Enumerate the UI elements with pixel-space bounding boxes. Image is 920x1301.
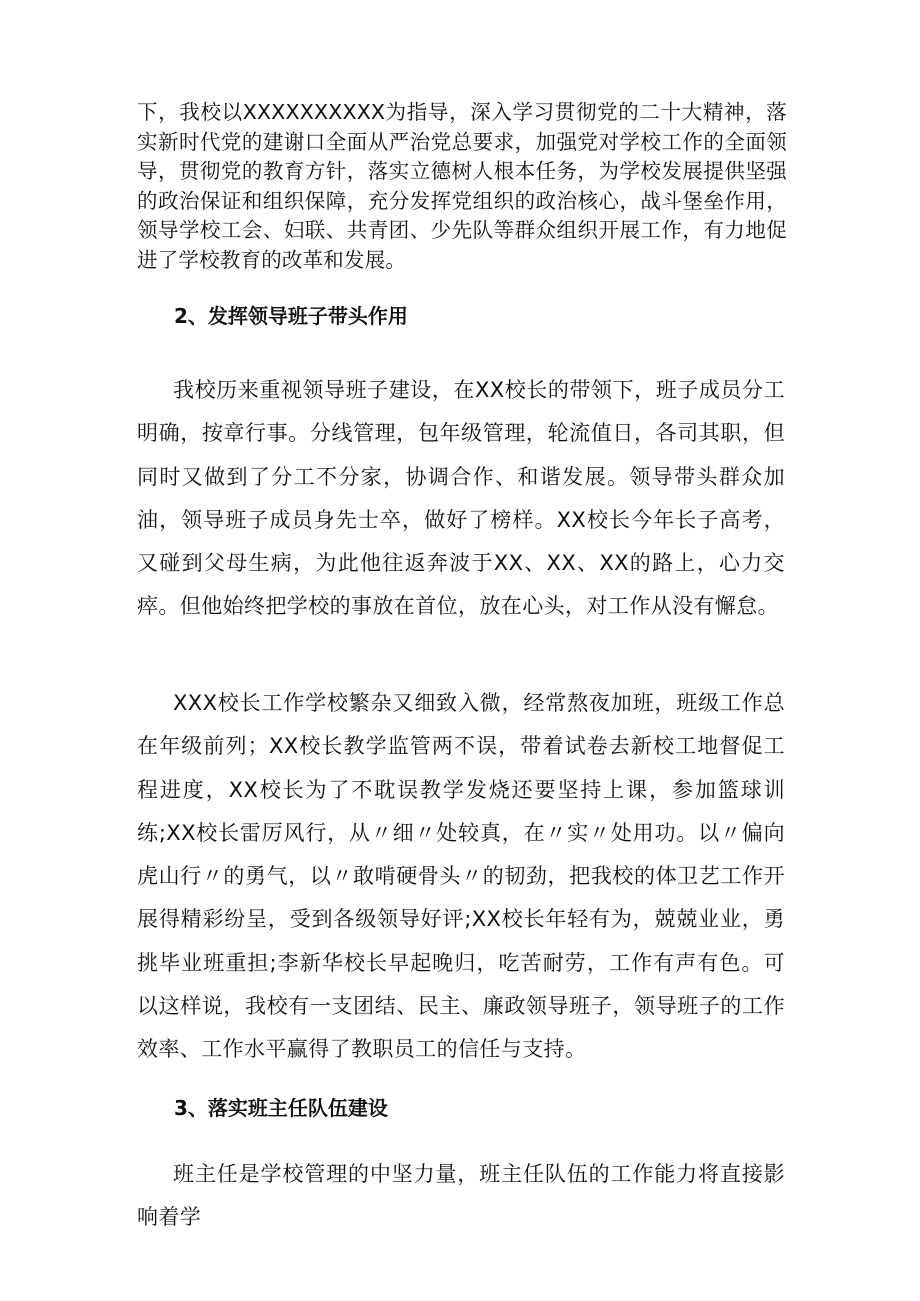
section-heading-3: 3、落实班主任队伍建设 bbox=[174, 1096, 388, 1120]
section-heading-2: 2、发挥领导班子带头作用 bbox=[174, 304, 408, 328]
section-2-paragraph-1: 我校历来重视领导班子建设，在XX校长的带领下，班子成员分工明确，按章行事。分线管理，包年级管理，轮流值日，各司其职，但同时又做到了分工不分家，协调合作、和谐发展。领导带头群众加油，领导班子成员身先士卒，做好了榜样。XX校长今年长子高考，又碰到父母生病，为此他往返奔波于XX、XX、XX的路上，心力交瘁。但他始终把学校的事放在首位，放在心头，对工作从没有懈怠。 bbox=[137, 378, 785, 619]
section-2-paragraph-2: XXX校长工作学校繁杂又细致入微，经常熬夜加班，班级工作总在年级前列；XX校长教学监管两不误，带着试卷去新校工地督促工程进度，XX校长为了不耽误教学发烧还要坚持上课，参加篮球训练;XX校长雷厉风行，从〃细〃处较真，在〃实〃处用功。以〃偏向虎山行〃的勇气，以〃敢啃硬骨头〃的韧劲，把我校的体卫艺工作开展得精彩纷呈，受到各级领导好评;XX校长年轻有为，兢兢业业，勇挑毕业班重担;李新华校长早起晚归，吃苦耐劳，工作有声有色。可以这样说，我校有一支团结、民主、廉政领导班子，领导班子的工作效率、工作水平赢得了教职员工的信任与支持。 bbox=[137, 691, 785, 1062]
intro-paragraph: 下，我校以XXXXXXXXXX为指导，深入学习贯彻党的二十大精神，落实新时代党的建谢口全面从严治党总要求，加强党对学校工作的全面领导，贯彻党的教育方针，落实立德树人根本任务，为学校发展提供坚强的政治保证和组织保障，充分发挥党组织的政治核心，战斗堡垒作用，领导学校工会、妇联、共青团、少先队等群众组织开展工作，有力地促进了学校教育的改革和发展。 bbox=[137, 100, 787, 272]
section-3-paragraph-1: 班主任是学校管理的中坚力量，班主任队伍的工作能力将直接影响着学 bbox=[137, 1162, 785, 1230]
